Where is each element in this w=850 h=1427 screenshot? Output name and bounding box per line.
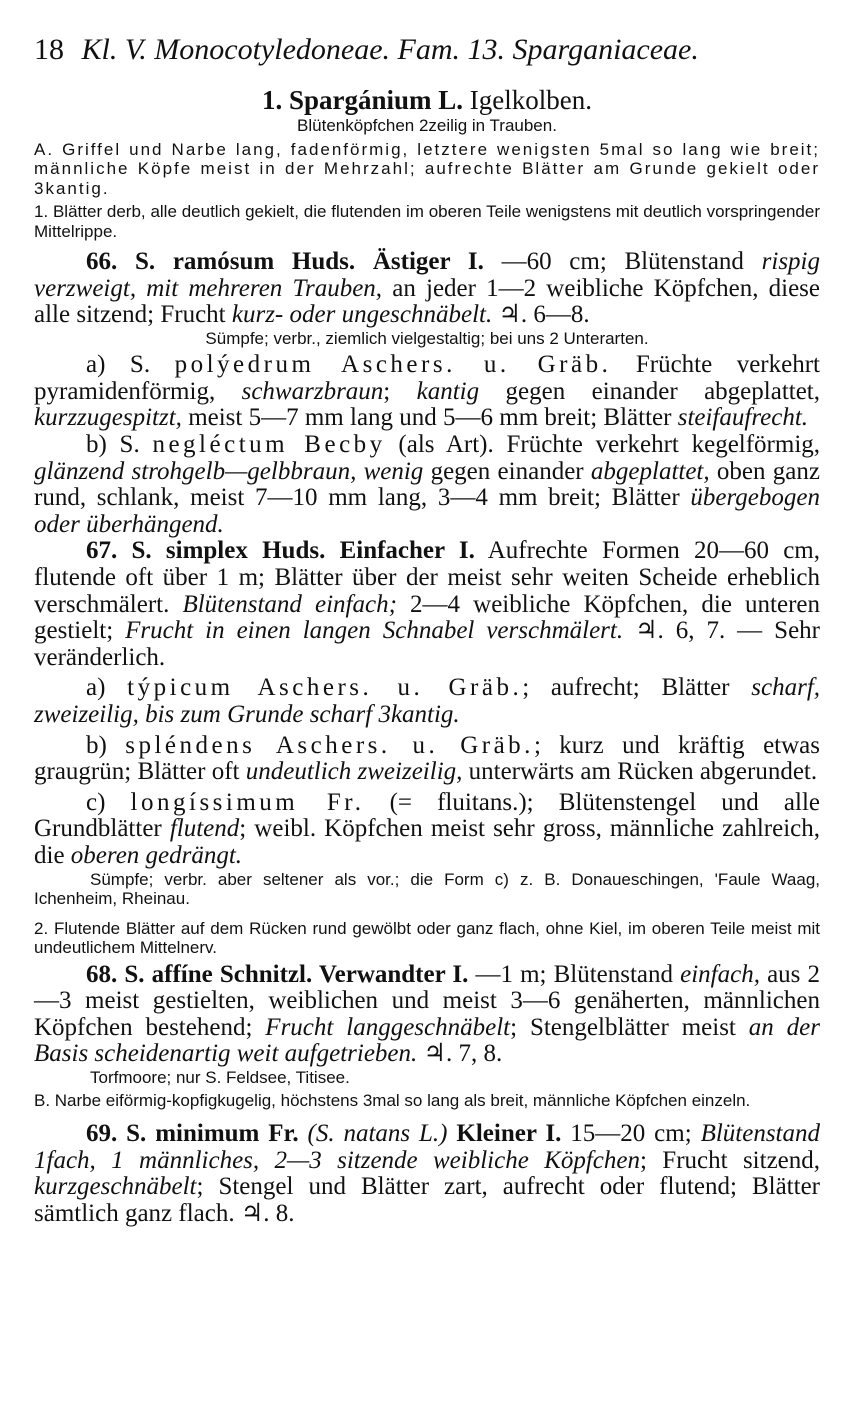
species-69-title: 69. S. minimum Fr. [86, 1119, 299, 1147]
species-66-habitat: Sümpfe; verbr., ziemlich vielgestaltig; bei uns 2 Unterarten. [205, 328, 649, 348]
species-68-habitat: Torfmoore; nur S. Feldsee, Titisee. [90, 1067, 350, 1087]
genus-note: Blütenköpfchen 2zeilig in Trauben. [297, 116, 557, 135]
species-68-title: 68. S. affíne Schnitzl. Verwandter I. [86, 960, 469, 988]
key-2: 2. Flutende Blätter auf dem Rücken rund gewölbt oder ganz flach, ohne Kiel, im oberen Teile meist mit undeutlichem Mittelnerv. [34, 918, 820, 958]
key-1: 1. Blätter derb, alle deutlich gekielt, die flutenden im oberen Teile wenigstens mit deutlich vorspringender Mittelrippe. [34, 202, 820, 241]
species-67-habitat: Sümpfe; verbr. aber seltener als vor.; die Form c) z. B. Donaueschingen, 'Faule Waag, Ichenheim, Rheinau. [34, 869, 820, 909]
page [34, 30, 820, 1227]
subspecies-b: b) S. negléctum Becby (als Art). Früchte verkehrt kegelförmig, glänzend strohgelb—gelbbraun, wenig gegen einander abgeplattet, oben ganz rund, schlank, meist 7—10 mm lang, 3—4 mm breit; Blätter übergebogen oder überhängend. [34, 431, 821, 538]
key-b: B. Narbe eiförmig-kopfigkugelig, höchstens 3mal so lang als breit, männliche Köpfchen einzeln. [34, 1091, 751, 1111]
species-69: 69. S. minimum Fr. (S. natans L.) Kleiner I. 15—20 cm; Blütenstand 1fach, 1 männliches, 2—3 sitzende weibliche Köpfchen; Frucht sitzend, kurzgeschnäbelt; Stengel und Blätter zart, aufrecht oder flutend; Blätter sämtlich ganz flach. ♃. 8. [34, 1119, 821, 1227]
subspecies-a: a) S. polýedrum Aschers. u. Gräb. Früchte verkehrt pyramidenförmig, schwarzbraun; kantig gegen einander abgeplattet, kurzzugespitzt, meist 5—7 mm lang und 5—6 mm breit; Blätter steifaufrecht. [34, 351, 821, 432]
species-66: 66. S. ramósum Huds. Ästiger I. —60 cm; Blütenstand rispig verzweigt, mit mehreren Trauben, an jeder 1—2 weibliche Köpfchen, diese alle sitzend; Frucht kurz- oder ungeschnäbelt. ♃. 6—8. [34, 248, 820, 329]
form-67b: b) spléndens Aschers. u. Gräb.; kurz und kräftig etwas graugrün; Blätter oft undeutlich zweizeilig, unterwärts am Rücken abgerundet. [34, 731, 820, 786]
page-number: 18 [34, 33, 64, 66]
genus-common-name: Igelkolben. [469, 85, 593, 115]
key-a: A. Griffel und Narbe lang, fadenförmig, letztere wenigsten 5mal so lang wie breit; männliche Köpfe meist in der Mehrzahl; aufrechte Blätter am Grunde gekielt oder 3kantig. [34, 139, 820, 198]
running-header [34, 30, 820, 70]
header-title: Kl. V. Monocotyledoneae. Fam. 13. Sparganiaceae. [81, 33, 699, 66]
species-67-title: 67. S. simplex Huds. Einfacher I. [86, 537, 475, 565]
species-67: 67. S. simplex Huds. Einfacher I. Aufrechte Formen 20—60 cm, flutende oft über 1 m; Blätter über der meist sehr weiten Scheide erheblich verschmälert. Blütenstand einfach; 2—4 weibliche Köpfchen, die unteren gestielt; Frucht in einen langen Schnabel verschmälert. ♃. 6, 7. — Sehr veränderlich. [34, 537, 821, 671]
subspecies-a-name: polýedrum Aschers. u. Gräb. [174, 351, 612, 379]
form-67a: a) týpicum Aschers. u. Gräb.; aufrecht; Blätter scharf, zweizeilig, bis zum Grunde scharf 3kantig. [34, 674, 821, 728]
genus-heading [34, 84, 820, 116]
species-68: 68. S. affíne Schnitzl. Verwandter I. —1 m; Blütenstand einfach, aus 2—3 meist gestielten, weiblichen und meist 3—6 genäherten, männlichen Köpfchen bestehend; Frucht langgeschnäbelt; Stengelblätter meist an der Basis scheidenartig weit aufgetrieben. ♃. 7, 8. [34, 960, 821, 1068]
genus-name: 1. Spargánium L. [261, 85, 464, 115]
species-66-title: 66. S. ramósum Huds. Ästiger I. [86, 248, 484, 275]
form-67c: c) longíssimum Fr. (= fluitans.); Blütenstengel und alle Grundblätter flutend; weibl. Köpfchen meist sehr gross, männliche zahlreich, die oberen gedrängt. [34, 788, 821, 869]
subspecies-b-name: negléctum Becby [152, 431, 386, 459]
